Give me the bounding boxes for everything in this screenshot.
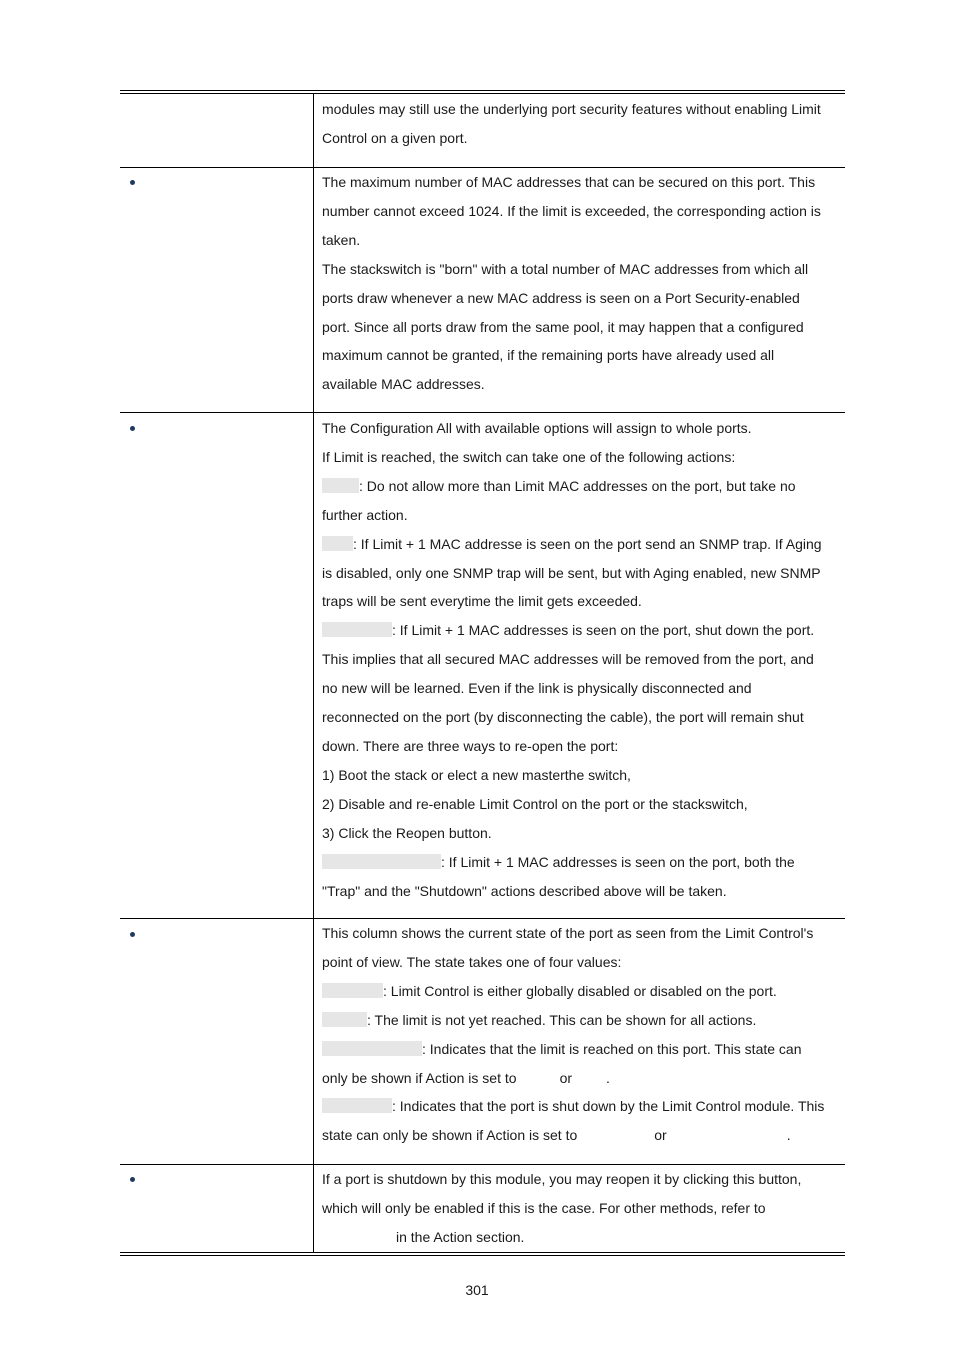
description-line: further action. — [322, 506, 408, 523]
bullet-icon — [130, 932, 135, 937]
highlight-mark — [322, 478, 359, 493]
description-line: : Limit Control is either globally disabled or disabled on the port. — [322, 977, 842, 1006]
description-line: : If Limit + 1 MAC addresse is seen on the port send an SNMP trap. If Aging — [322, 530, 842, 559]
bullet-icon — [130, 1177, 135, 1182]
row-divider — [120, 412, 845, 413]
description-line: The stackswitch is "born" with a total number of MAC addresses from which all — [322, 260, 809, 277]
description-line: Control on a given port. — [322, 129, 468, 146]
description-line: taken. — [322, 231, 361, 248]
description-line: : Indicates that the limit is reached on this port. This state can — [322, 1035, 842, 1064]
table-bottom-rule — [120, 1252, 845, 1253]
bullet-icon — [130, 426, 135, 431]
table-row — [322, 919, 842, 1150]
description-line: number cannot exceed 1024. If the limit is exceeded, the corresponding action is — [322, 202, 821, 219]
description-line: in the Action section. — [396, 1228, 525, 1245]
description-line: traps will be sent everytime the limit gets exceeded. — [322, 593, 642, 610]
description-line: which will only be enabled if this is the case. For other methods, refer to — [322, 1199, 766, 1216]
highlight-mark — [322, 536, 353, 551]
description-line: If Limit is reached, the switch can take one of the following actions: — [322, 448, 736, 465]
table-top-rule — [120, 90, 845, 91]
description-line: down. There are three ways to re-open the port: — [322, 737, 619, 754]
description-line: : Indicates that the port is shut down by the Limit Control module. This — [322, 1092, 842, 1121]
table-top-rule-inner — [120, 93, 845, 94]
description-line: This implies that all secured MAC addresses will be removed from the port, and — [322, 651, 814, 668]
highlight-mark — [322, 622, 392, 637]
table-row — [322, 95, 842, 153]
description-line: available MAC addresses. — [322, 376, 485, 393]
description-line: : The limit is not yet reached. This can be shown for all actions. — [322, 1006, 842, 1035]
column-divider — [313, 94, 314, 1253]
description-line: 2) Disable and re-enable Limit Control on the port or the stackswitch, — [322, 795, 748, 812]
description-line: The Configuration All with available options will assign to whole ports. — [322, 420, 752, 436]
description-line: only be shown if Action is set to or . — [322, 1069, 610, 1086]
description-line: "Trap" and the "Shutdown" actions described above will be taken. — [322, 882, 727, 899]
description-line: state can only be shown if Action is set to or . — [322, 1127, 791, 1144]
description-line: : If Limit + 1 MAC addresses is seen on the port, both the — [322, 848, 842, 877]
highlight-mark — [322, 1041, 422, 1056]
description-line: 1) Boot the stack or elect a new masterthe switch, — [322, 766, 631, 783]
highlight-mark — [322, 1012, 367, 1027]
description-line: This column shows the current state of the port as seen from the Limit Control's — [322, 925, 814, 941]
description-line: 3) Click the Reopen button. — [322, 824, 492, 841]
table-row — [322, 168, 842, 399]
bullet-icon — [130, 180, 135, 185]
description-line: : If Limit + 1 MAC addresses is seen on the port, shut down the port. — [322, 616, 842, 645]
table-bottom-rule-inner — [120, 1255, 845, 1256]
page-number: 301 — [465, 1282, 489, 1298]
highlight-mark — [322, 854, 441, 869]
table-row — [322, 414, 842, 905]
description-line: : Do not allow more than Limit MAC addresses on the port, but take no — [322, 472, 842, 501]
description-line: no new will be learned. Even if the link is physically disconnected and — [322, 680, 752, 697]
description-line: modules may still use the underlying port security features without enabling Limit — [322, 101, 821, 117]
description-line: maximum cannot be granted, if the remaining ports have already used all — [322, 347, 775, 364]
description-line: reconnected on the port (by disconnecting the cable), the port will remain shut — [322, 709, 804, 726]
description-line: ports draw whenever a new MAC address is seen on a Port Security-enabled — [322, 289, 800, 306]
description-line: port. Since all ports draw from the same pool, it may happen that a configured — [322, 318, 804, 335]
highlight-mark — [322, 1098, 392, 1113]
description-line: is disabled, only one SNMP trap will be sent, but with Aging enabled, new SNMP — [322, 564, 821, 581]
highlight-mark — [322, 983, 383, 998]
description-line: The maximum number of MAC addresses that can be secured on this port. This — [322, 174, 816, 190]
description-line: point of view. The state takes one of four values: — [322, 953, 622, 970]
description-line: If a port is shutdown by this module, you may reopen it by clicking this button, — [322, 1171, 802, 1187]
table-row — [322, 1165, 842, 1252]
